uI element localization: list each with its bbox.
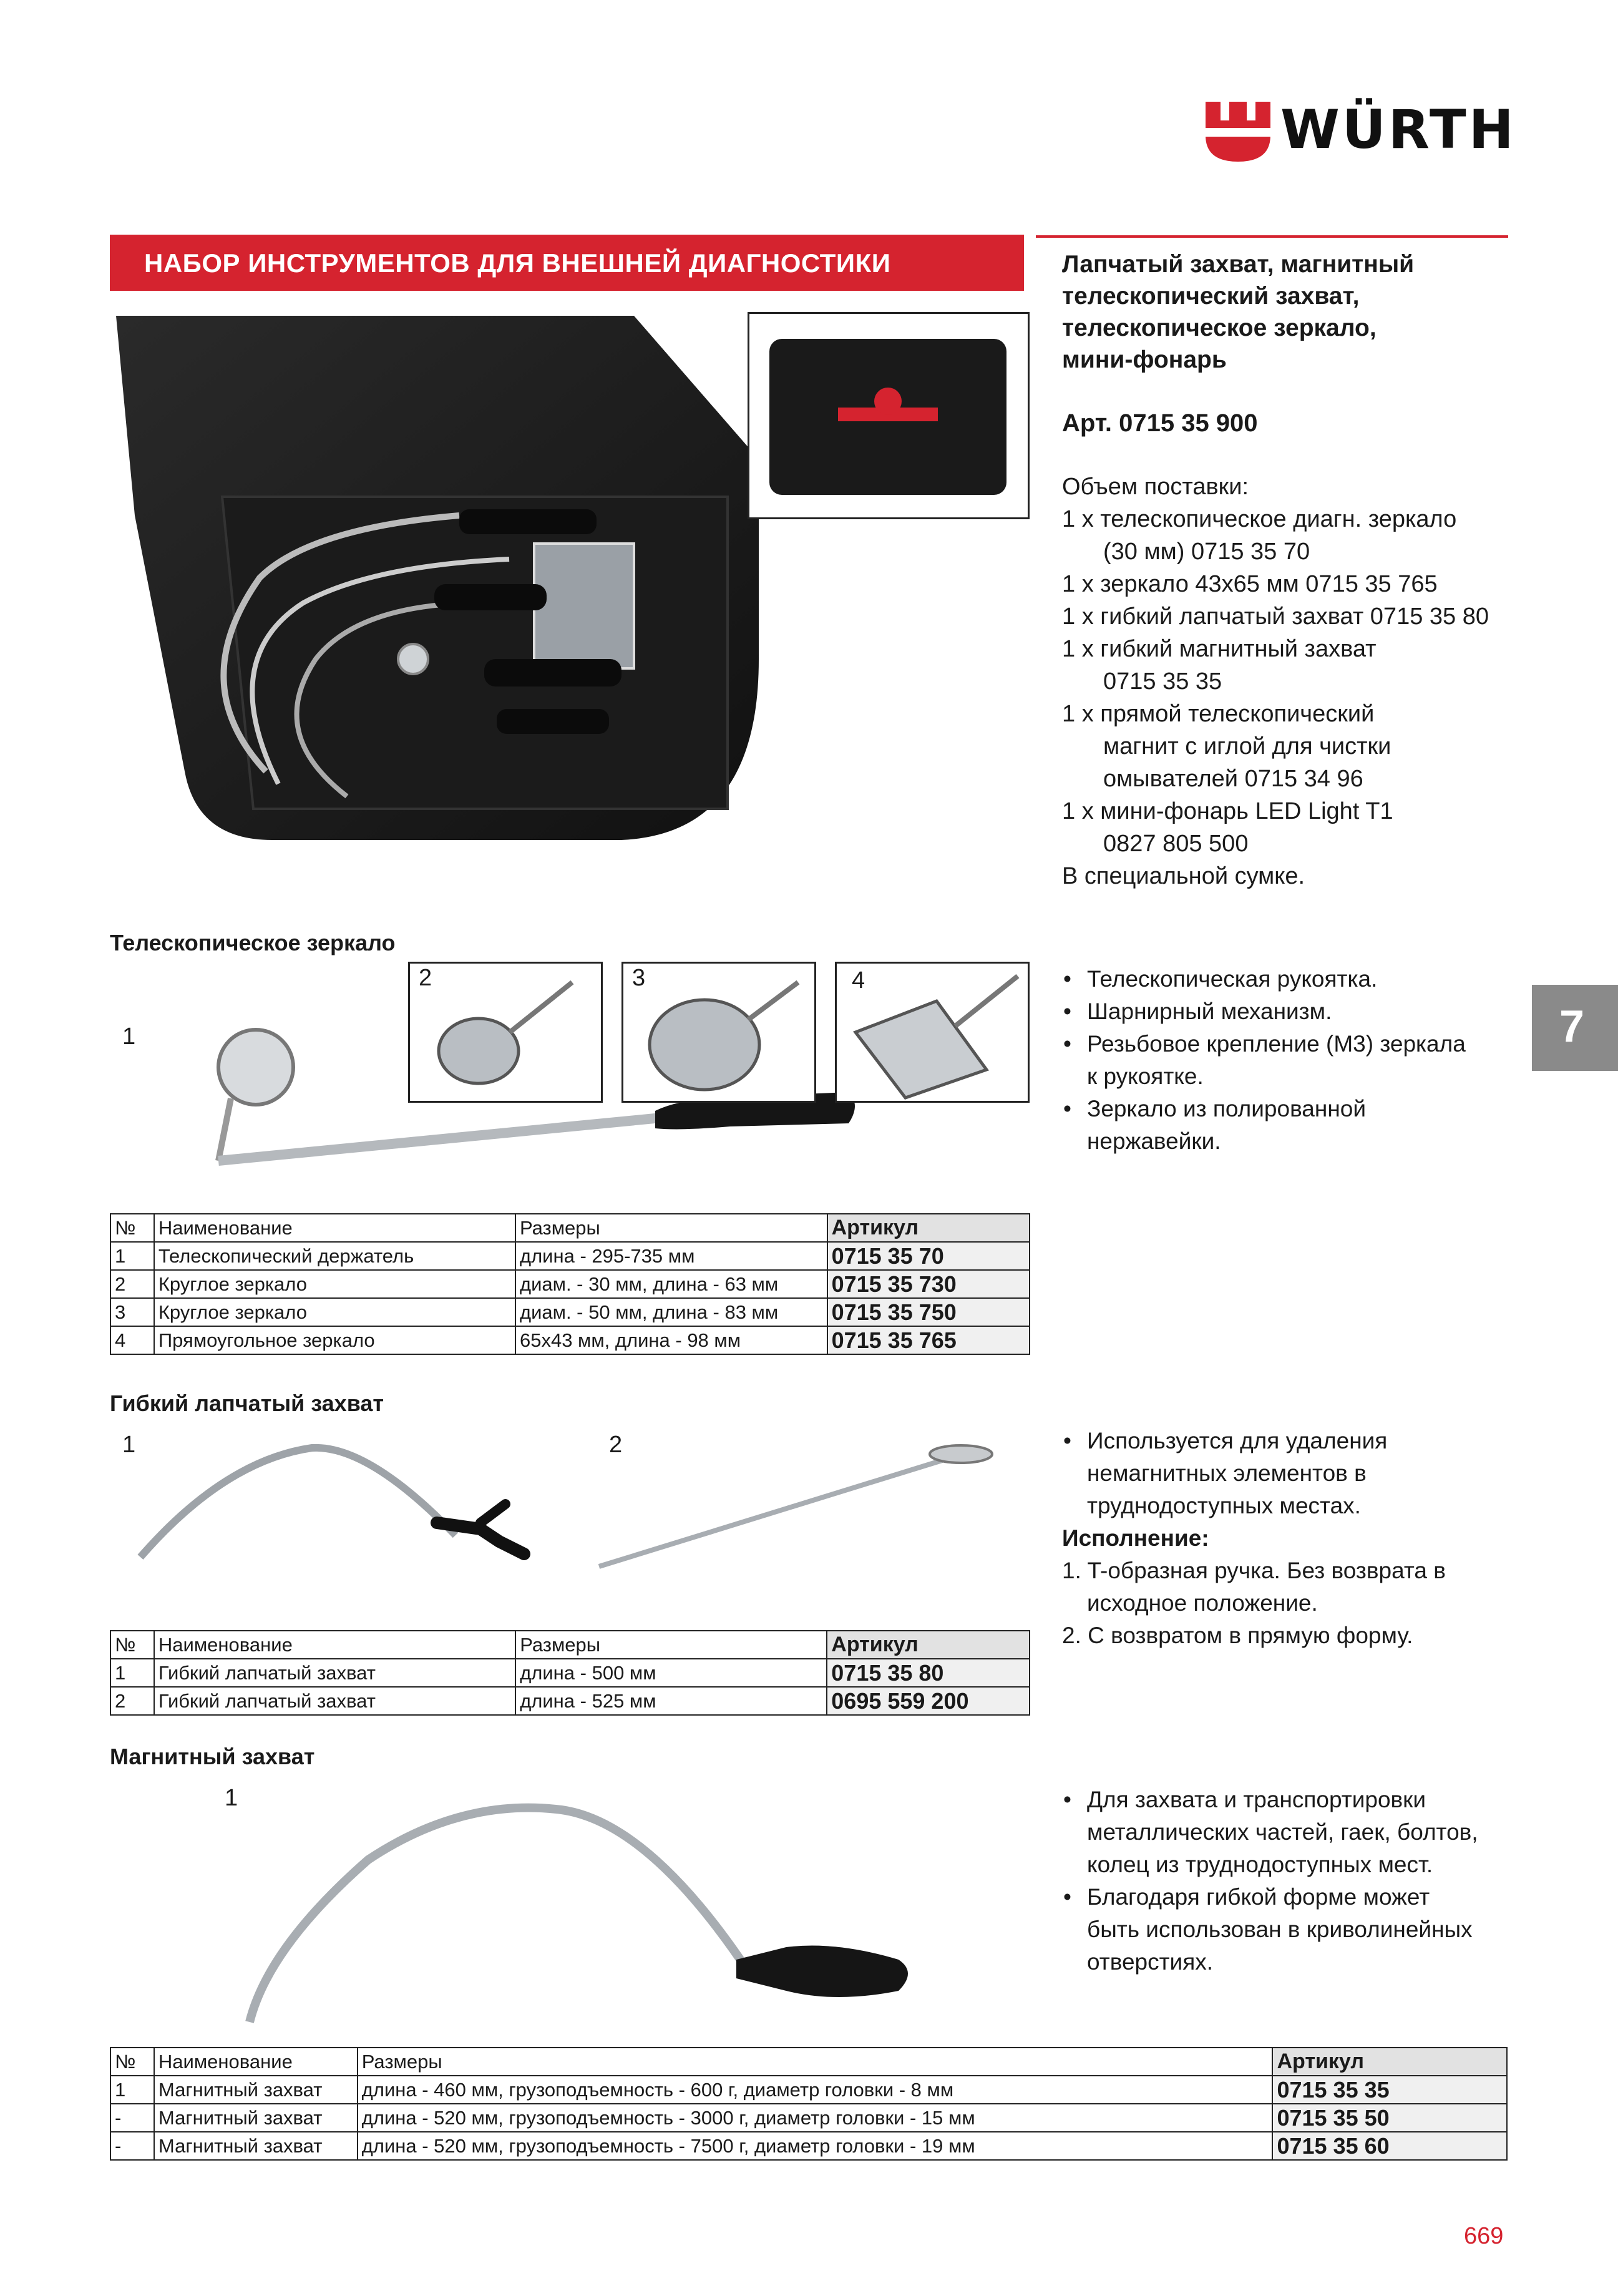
magnet-features — [1062, 1784, 1511, 1978]
col-header: Наименование — [154, 2048, 358, 2076]
table-cell: 0695 559 200 — [827, 1687, 1030, 1715]
product-heading-line: Лапчатый захват, магнитный — [1062, 251, 1415, 278]
page-title: НАБОР ИНСТРУМЕНТОВ ДЛЯ ВНЕШНЕЙ ДИАГНОСТИКИ — [144, 248, 891, 278]
table-cell: длина - 520 мм, грузоподъемность - 7500 г, диаметр головки - 19 мм — [358, 2132, 1273, 2160]
col-header: № — [110, 2048, 154, 2076]
supply-line: В специальной сумке. — [1062, 863, 1305, 889]
col-header: Размеры — [358, 2048, 1273, 2076]
table-cell: Магнитный захват — [154, 2104, 358, 2132]
mirror-2-frame — [408, 962, 603, 1103]
item-label: 2 — [609, 1432, 623, 1458]
table-cell: длина - 500 мм — [515, 1659, 827, 1687]
feature-item-cont: нержавейки. — [1087, 1128, 1221, 1154]
table-row — [110, 1270, 1030, 1298]
table-cell: диам. - 50 мм, длина - 83 мм — [515, 1298, 827, 1326]
execution-item: 2. С возвратом в прямую форму. — [1062, 1623, 1413, 1648]
item-label: 3 — [632, 965, 646, 991]
grabber-features — [1062, 1425, 1511, 1652]
col-header: Размеры — [515, 1631, 827, 1659]
col-header: Размеры — [515, 1214, 827, 1242]
table-cell: Телескопический держатель — [154, 1242, 515, 1270]
feature-item-cont: отверстиях. — [1087, 1949, 1214, 1975]
mirror-3-frame — [621, 962, 816, 1103]
header-rule — [1036, 235, 1508, 238]
col-header: № — [110, 1631, 154, 1659]
supply-line: 1 x телескопическое диагн. зеркало — [1062, 506, 1457, 532]
col-header: Артикул — [827, 1214, 1030, 1242]
table-cell: длина - 520 мм, грузоподъемность - 3000 г, диаметр головки - 15 мм — [358, 2104, 1273, 2132]
table-row — [110, 2076, 1507, 2104]
product-heading-line: мини-фонарь — [1062, 346, 1227, 373]
table-cell: 0715 35 50 — [1272, 2104, 1507, 2132]
supply-line: 1 x прямой телескопический — [1062, 701, 1375, 727]
mirror-section-title: Телескопическое зеркало — [110, 930, 396, 955]
table-cell: Круглое зеркало — [154, 1298, 515, 1326]
feature-item: • Благодаря гибкой форме может — [1062, 1881, 1511, 1913]
feature-item: • Используется для удаления — [1062, 1425, 1511, 1457]
table-cell: 0715 35 70 — [827, 1242, 1030, 1270]
col-header: Наименование — [154, 1214, 515, 1242]
table-cell: 1 — [110, 2076, 154, 2104]
brand-name: WÜRTH — [1280, 99, 1516, 161]
supply-line: 1 x гибкий магнитный захват — [1062, 636, 1377, 662]
item-label: 4 — [852, 967, 865, 994]
table-cell: 1 — [110, 1242, 154, 1270]
table-cell: - — [110, 2132, 154, 2160]
execution-item-cont: исходное положение. — [1087, 1590, 1318, 1616]
page-title-bar — [110, 235, 1024, 291]
round-mirror-large-image — [623, 964, 814, 1101]
supply-line: 1 x мини-фонарь LED Light T1 — [1062, 798, 1393, 824]
table-cell: 0715 35 60 — [1272, 2132, 1507, 2160]
mirror-4-frame — [835, 962, 1030, 1103]
table-cell: 2 — [110, 1270, 154, 1298]
table-row — [110, 1242, 1030, 1270]
supply-line: омывателей 0715 34 96 — [1103, 766, 1363, 792]
chapter-tab — [1532, 985, 1618, 1071]
wurth-logo-icon — [1203, 97, 1273, 167]
table-row — [110, 1687, 1030, 1715]
round-mirror-small-image — [410, 964, 601, 1101]
grabber-2-image — [587, 1435, 1011, 1573]
magnet-table — [110, 2047, 1508, 2161]
feature-item: • Резьбовое крепление (M3) зеркала — [1062, 1028, 1511, 1060]
feature-item-cont: к рукоятке. — [1087, 1063, 1204, 1089]
item-label: 1 — [122, 1023, 136, 1050]
supply-line: (30 мм) 0715 35 70 — [1103, 539, 1310, 565]
supply-line: 0715 35 35 — [1103, 668, 1222, 695]
table-row — [110, 1659, 1030, 1687]
col-header: Артикул — [827, 1631, 1030, 1659]
feature-item: • Телескопическая рукоятка. — [1062, 963, 1511, 995]
mirror-table — [110, 1213, 1030, 1355]
item-label: 1 — [122, 1432, 136, 1458]
mirror-features — [1062, 963, 1511, 1158]
tool-case-image — [110, 310, 815, 845]
table-cell: 0715 35 765 — [827, 1326, 1030, 1354]
grabber-section-title: Гибкий лапчатый захват — [110, 1390, 384, 1416]
table-cell: 0715 35 750 — [827, 1298, 1030, 1326]
supply-line: 0827 805 500 — [1103, 831, 1249, 857]
table-cell: Гибкий лапчатый захват — [154, 1659, 515, 1687]
feature-item: • Зеркало из полированной — [1062, 1093, 1511, 1125]
chapter-number: 7 — [1559, 1002, 1585, 1052]
table-cell: длина - 460 мм, грузоподъемность - 600 г, диаметр головки - 8 мм — [358, 2076, 1273, 2104]
table-cell: 3 — [110, 1298, 154, 1326]
execution-item: 1. T-образная ручка. Без возврата в — [1062, 1558, 1446, 1583]
execution-title: Исполнение: — [1062, 1525, 1209, 1551]
table-cell: Прямоугольное зеркало — [154, 1326, 515, 1354]
magnetic-grabber-image — [212, 1785, 948, 2035]
table-cell: Магнитный захват — [154, 2076, 358, 2104]
grabber-table — [110, 1630, 1030, 1716]
feature-item-cont: металлических частей, гаек, болтов, — [1087, 1819, 1478, 1845]
table-cell: диам. - 30 мм, длина - 63 мм — [515, 1270, 827, 1298]
closed-case-image-frame — [748, 312, 1030, 519]
item-label: 1 — [225, 1785, 238, 1811]
supply-line: магнит с иглой для чистки — [1103, 733, 1391, 760]
col-header: Артикул — [1272, 2048, 1507, 2076]
table-header-row — [110, 1631, 1030, 1659]
table-cell: 1 — [110, 1659, 154, 1687]
supply-line: 1 x зеркало 43x65 мм 0715 35 765 — [1062, 571, 1438, 597]
rectangular-mirror-image — [837, 964, 1028, 1101]
feature-item-cont: немагнитных элементов в — [1087, 1460, 1367, 1486]
supply-title: Объем поставки: — [1062, 474, 1249, 500]
table-row — [110, 1298, 1030, 1326]
supply-list — [1062, 471, 1511, 892]
product-heading-line: телескопическое зеркало, — [1062, 315, 1377, 341]
page-number: 669 — [1464, 2223, 1504, 2249]
col-header: Наименование — [154, 1631, 515, 1659]
table-cell: 65x43 мм, длина - 98 мм — [515, 1326, 827, 1354]
closed-case-image — [749, 314, 1028, 517]
feature-item: • Шарнирный механизм. — [1062, 995, 1511, 1028]
table-cell: длина - 525 мм — [515, 1687, 827, 1715]
supply-line: 1 x гибкий лапчатый захват 0715 35 80 — [1062, 603, 1489, 630]
grabber-1-image — [131, 1435, 543, 1573]
table-row — [110, 1326, 1030, 1354]
table-cell: 0715 35 80 — [827, 1659, 1030, 1687]
magnet-section-title: Магнитный захват — [110, 1744, 315, 1769]
table-cell: длина - 295-735 мм — [515, 1242, 827, 1270]
table-cell: Круглое зеркало — [154, 1270, 515, 1298]
table-row — [110, 2104, 1507, 2132]
col-header: № — [110, 1214, 154, 1242]
table-header-row — [110, 2048, 1507, 2076]
table-row — [110, 2132, 1507, 2160]
feature-item-cont: труднодоступных местах. — [1087, 1493, 1361, 1518]
table-cell: - — [110, 2104, 154, 2132]
table-header-row — [110, 1214, 1030, 1242]
table-cell: Гибкий лапчатый захват — [154, 1687, 515, 1715]
feature-item: • Для захвата и транспортировки — [1062, 1784, 1511, 1816]
feature-item-cont: быть использован в криволинейных — [1087, 1917, 1473, 1942]
feature-item-cont: колец из труднодоступных мест. — [1087, 1852, 1433, 1877]
product-heading — [1062, 248, 1511, 376]
product-article-number: Арт. 0715 35 900 — [1062, 409, 1258, 437]
table-cell: 4 — [110, 1326, 154, 1354]
table-cell: 0715 35 35 — [1272, 2076, 1507, 2104]
table-cell: 0715 35 730 — [827, 1270, 1030, 1298]
table-cell: Магнитный захват — [154, 2132, 358, 2160]
product-heading-line: телескопический захват, — [1062, 283, 1360, 310]
table-cell: 2 — [110, 1687, 154, 1715]
item-label: 2 — [419, 965, 432, 991]
